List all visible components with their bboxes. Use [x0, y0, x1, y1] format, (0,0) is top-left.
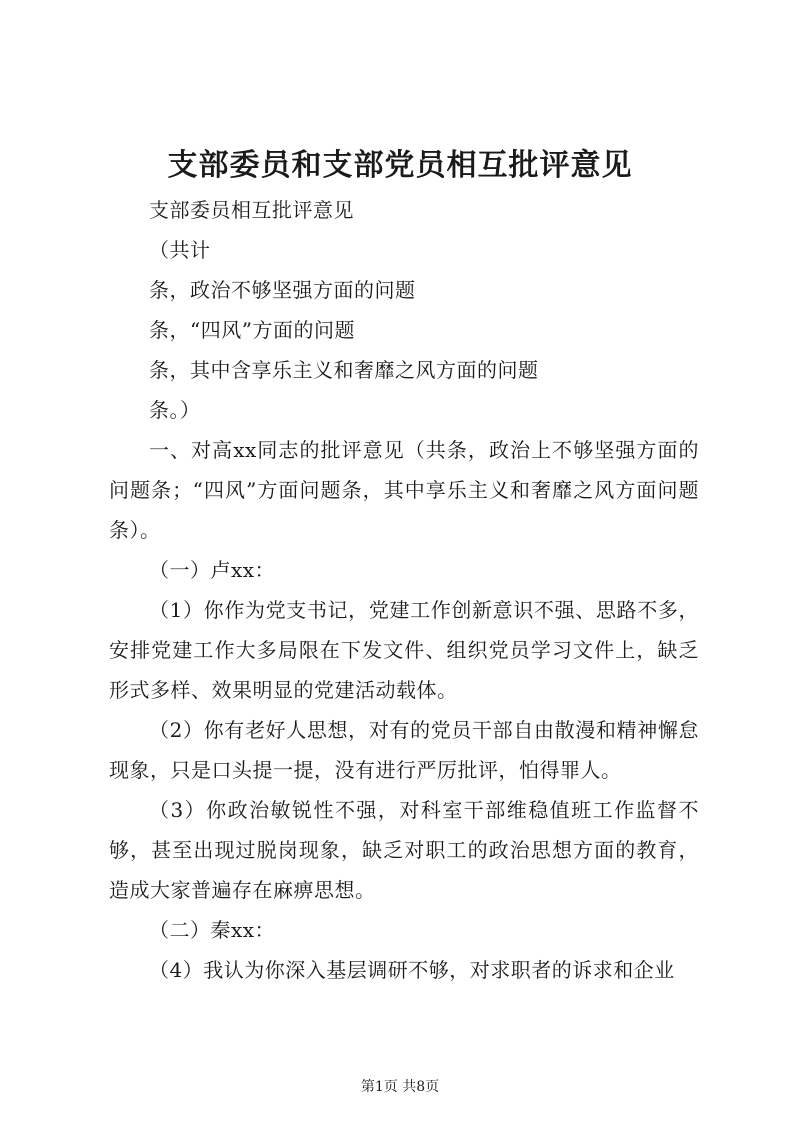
paragraph-subtitle: 支部委员相互批评意见 — [149, 198, 354, 222]
document-title: 支部委员和支部党员相互批评意见 — [167, 148, 633, 183]
paragraph-total: （共计 — [149, 238, 211, 262]
section-heading-1: 一、对高xx同志的批评意见（共条，政治上不够坚强方面的问题条；“四风”方面问题条，其中享乐主义和奢靡之风方面问题条）。 — [109, 438, 699, 542]
criticism-item-4: （4）我认为你深入基层调研不够，对求职者的诉求和企业 — [149, 958, 675, 982]
paragraph-politics-count: 条，政治不够坚强方面的问题 — [149, 278, 416, 302]
subsection-heading-1: （一）卢xx： — [149, 558, 276, 582]
subsection-heading-2: （二）秦xx： — [149, 918, 276, 942]
paragraph-four-winds-count: 条，“四风”方面的问题 — [149, 318, 355, 342]
paragraph-hedonism-count: 条，其中含享乐主义和奢靡之风方面的问题 — [149, 358, 539, 382]
criticism-item-1: （1）你作为党支书记，党建工作创新意识不强、思路不多，安排党建工作大多局限在下发文件、组织党员学习文件上，缺乏形式多样、效果明显的党建活动载体。 — [109, 598, 699, 702]
page-number: 第1页 共8页 — [360, 1079, 440, 1095]
paragraph-count-end: 条。） — [149, 398, 201, 422]
criticism-item-3: （3）你政治敏锐性不强，对科室干部维稳值班工作监督不够，甚至出现过脱岗现象，缺乏对职工的政治思想方面的教育，造成大家普遍存在麻痹思想。 — [109, 798, 699, 902]
criticism-item-2: （2）你有老好人思想，对有的党员干部自由散漫和精神懈怠现象，只是口头提一提，没有进行严厉批评，怕得罪人。 — [109, 718, 699, 782]
document-body — [109, 190, 699, 990]
